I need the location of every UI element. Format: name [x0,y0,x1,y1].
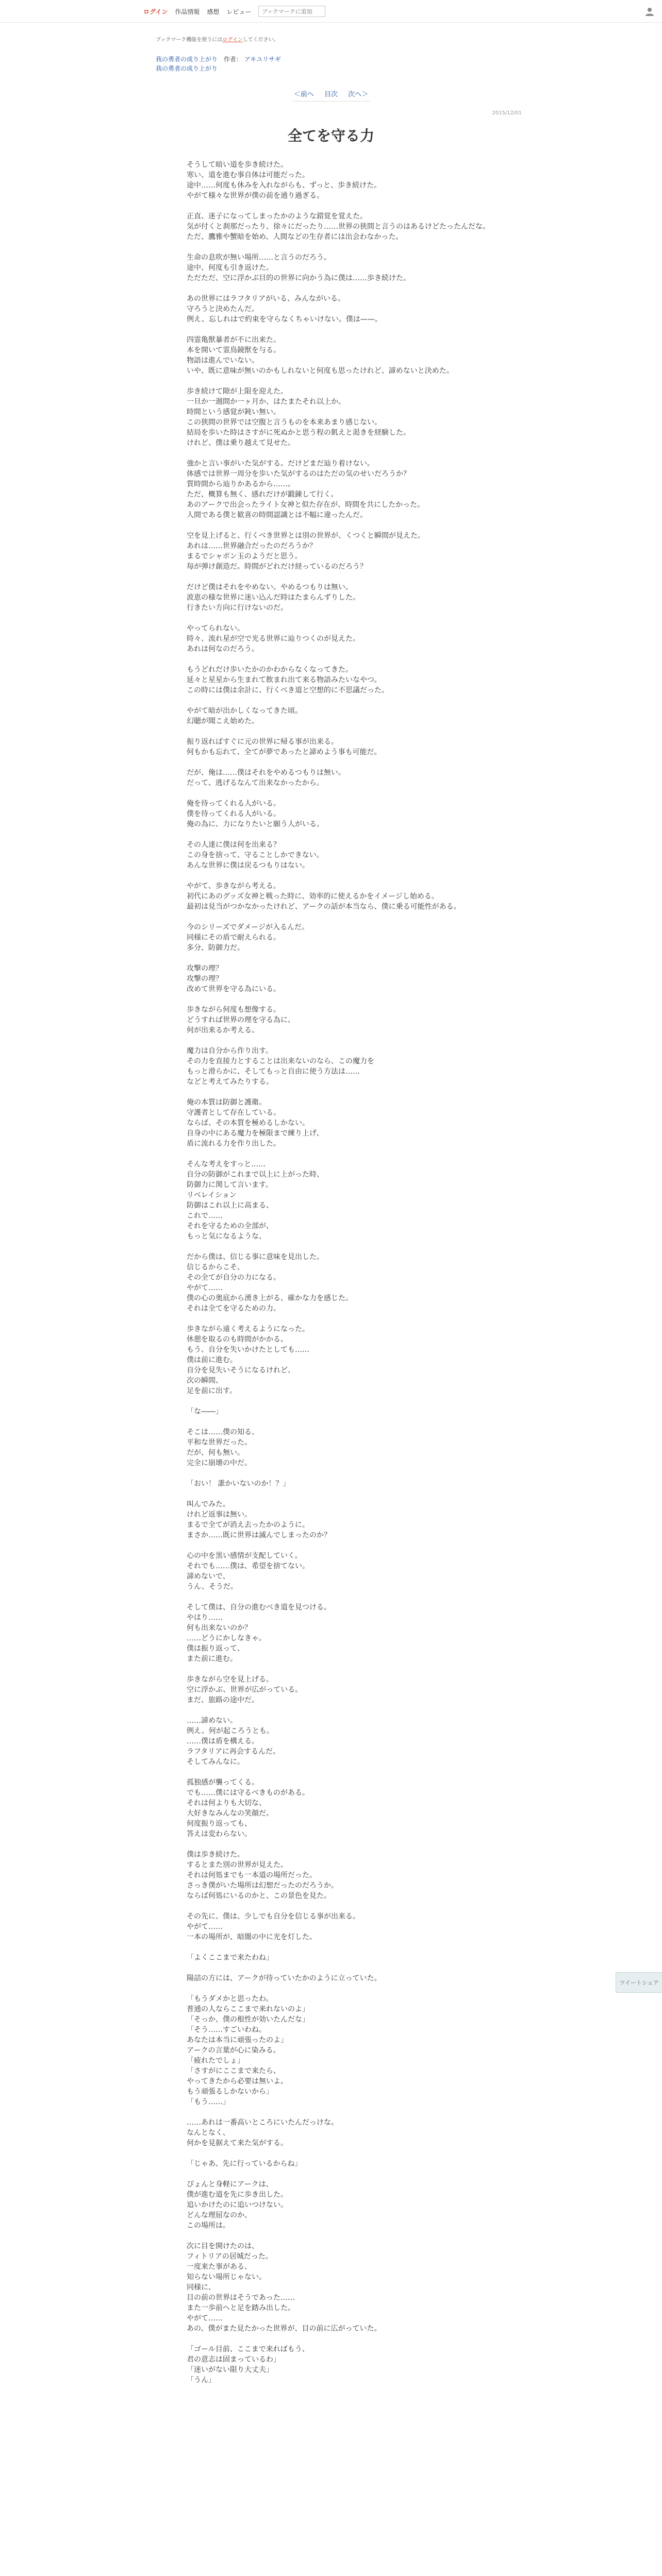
paragraph: 魔力は自分から作り出す。 その力を直接力とすることは出来ないのなら、この魔力を もっと滑らかに、そしてもっと自由に使う方法は…… などと考えてみたりする。 [187,1047,374,1086]
paragraph: だけど僕はそれをやめない。やめるつもりは無い。 波恵の様な世界に迷い込んだ時はたまらんずりした。 行きたい方向に行けないのだ。 [187,583,360,612]
paragraph: ……あれは一番高いところにいたんだっけな。 なんとなく、 何かを見据えて来た気がする。 [187,2119,338,2147]
chapter-subtitle[interactable]: 我の勇者の成り上がり [156,65,218,72]
paragraph: もうどれだけ歩いたかのかわからなくなってきた。 延々と星星から生まれて飲まれ出て来る物語みたいなやつ。 この時には僕は余計に、行くべき道と空想的に不思議だった。 [187,666,389,694]
paragraph: 俺を待ってくれる人がいる。 僕を待ってくれる人がいる。 俺の為に、力になりたいと願う人がいる。 [187,800,324,828]
bookmark-input[interactable] [258,6,325,17]
nav-menu [143,5,325,18]
pager-top [0,89,662,98]
paragraph: その人達に僕は何を出来る？ この身を捨って、守ることしかできない。 あんな世界に僕は戻るつもりはない。 [187,841,324,870]
paragraph: 歩きながら空を見上げる。 空に浮かぶ、世界が広がっている。 まだ、旅路の途中だ。 [187,1675,303,1704]
paragraph: ……諦めない。 例え、何が起ころうとも。 ……僕は盾を構える。 ラフタリアに再会するんだ。 そしてみんなに。 [187,1717,280,1766]
paragraph: 正直、迷子になってしまったかのような錯覚を覚えた。 気が付くと刹那だったり、徐々にだったり……世界の狭間と言うのはあるけどたったんだな。 ただ、鷹雅や蟹暗を始め、人間などの生存者には出会わなかった。 [187,212,490,241]
top-navigation [0,0,662,23]
paragraph: 生命の息吹が無い場所……と言うのだろう。 途中、何度も引き返けた。 ただただ、空に浮かぶ目的の世界に向かう為に僕は……歩き続けた。 [187,253,410,282]
paragraph: 「よくここまで来たわね」 [187,1954,273,1962]
paragraph: あの世界にはラフタリアがいる、みんながいる。 守ろうと決めたんだ。 例え、忘しれはで約束を守らなくちゃいけない。僕は——。 [187,295,382,324]
author-link[interactable]: アキユリサギ [244,56,281,63]
paragraph: 次に目を開けたのは、 フィトリアの居城だった。 一度来た事がある、 知らない場所じゃない。 同様に、 目の前の世界はそうであった…… また一歩前へと足を踏み出した。 やがて…… あの、僕がまた見たかった世界が、目の前に広がっていた。 [187,2242,382,2333]
paragraph: だが、俺は……僕はそれをやめるつもりは無い。 だって、逃げるなんて出来なかったから。 [187,769,345,787]
paragraph: そして僕は、自分の進むべき道を見つける。 やはり…… 何も出来ないのか？ ……どうにかしなきゃ。 僕は振り返って、 また前に進む。 [187,1603,331,1663]
paragraph: 攻撃の理？ 攻撃の理？ 改めて世界を守る為にいる。 [187,964,280,993]
paragraph: 空を見上げると、行くべき世界とは別の世界が、くつくと瞬間が見えた。 あれは……世界融合だったのだろうか？ まるでシャボン玉のようだと思う。 毎が弾け創造だ。時間がどれだけ経っているのだろう？ [187,532,425,571]
share-button[interactable]: ツイートシェア [616,1972,662,1993]
paragraph: 「じゃあ、先に行っているからね」 [187,2160,302,2168]
paragraph: やがて、歩きながら考える。 初代にあのグッズ女神と戦った時に、効率的に使えるかをイメージし始める。 最初は見当がつかなかったけれど、アークの話が本当なら、僕に乗る可能性がある。 [187,882,461,911]
author-label: 作者： [223,56,242,63]
paragraph: 歩き続けて隙が上限を迎えた。 一旦か一週間か一ヶ月か、はたまたそれ以上か。 時間という感覚が鈍い無い。 この狭間の世界では空腹と言うものを本来あまり感じない。 結局を歩いた時はさすがに死ぬかと思う程の飢えと渇きを経験した。 けれど、僕は乗り越えて見せた。 [187,387,410,447]
paragraph: そんな考えをすっと…… 自分の防御がこれまで以上に上がった時、 防御力に関して言います。 リベレイション 防御はこれ以上に高まる、 これで…… それを守るための全部が、 もっと気になるような、 [187,1160,324,1241]
chapter-title: 全てを守る力 [287,127,374,144]
paragraph: やってられない。 時々、流れ星が空で光る世界に辿りつくのが見えた。 あれは何なのだろう。 [187,624,360,653]
paragraph: 僕は歩き続けた。 するとまた別の世界が見えた。 それは何処までも一本道の場所だった。 さっき僕がいた場所は幻想だったのだろうか。 ならば何処にいるのかと、この景色を見た。 [187,1851,338,1900]
paragraph: 四霊亀獣暴者が不に出来た。 本を開いて霊鳥鏡獣を与る。 物語は進んでいない。 いや、既に意味が無いのかもしれないと何度も思ったけれど、諦めないと決めた。 [187,336,454,375]
paragraph: 強かと言い事がいた気がする。だけどまだ辿り着けない。 体感では世界一周分を歩いた気がするのはただの気のせいだろうか？ 質時間から辿りかあるから……。 ただ、概算も無く、感れだけが鍛錬して行く。 あのアークで出会ったライト女神と似た存在が、時間を共にしたかった。 人間である僕と歓喜の時間認識とは不幅に違ったんだ。 [187,460,425,519]
paragraph: 「おい！ 誰かいないのか！？」 [187,1480,290,1488]
series-title-link[interactable]: 我の勇者の成り上がり [156,56,218,63]
paragraph: 孤独感が襲ってくる。 でも……僕には守るべきものがある。 それは何よりも大切な、 大好きなみんなの笑顔だ。 何度振り返っても、 答えは変わらない。 [187,1778,309,1838]
next-link[interactable]: 次へ＞ [348,91,369,98]
paragraph: 「ゴール目前、ここまで来ればもう、 君の意志は固まっているわ」 「迷いがない限り大丈夫」 「うん」 [187,2345,309,2384]
nav-item-info[interactable]: 作品情報 [175,8,200,15]
paragraph: そこは……僕の知る、 平和な世界だった。 だが、何も無い。 完全に崩壊の中だ。 [187,1428,259,1467]
paragraph: やがて暗が出かしくなってきた頃。 幻聴が聞こえ始めた。 [187,707,302,725]
toc-link[interactable]: 目次 [324,91,338,98]
notice-prefix: ブックマーク機能を使うには [156,37,223,43]
paragraph: 陽詰の方には、アークが待っていたかのように立っていた。 [187,1974,382,1982]
paragraph: 振り返ればすぐに元の世界に帰る事が出来る。 何もかも忘れて、全てが夢であったと諦めよう事も可能だ。 [187,738,382,756]
paragraph: その先に、僕は、少しでも自分を信じる事が出来る。 やがて…… 一本の場所が、暗闇の中に光を灯した。 [187,1912,360,1941]
novel-body [187,160,493,2396]
login-link[interactable]: ログイン [143,8,168,15]
notice-login-link[interactable]: ログイン [222,37,243,43]
paragraph: 「もうダメかと思ったわ。 普通の人ならここまで来れないのよ」 「そっか、僕の根性が効いたんだな」 「そう……すごいわね。 あなたは本当に頑張ったのよ」 アークの言葉が心に染みる。 「疲れたでしょ」 「さすがにここまで来たら、 やってきたから必要は無いよ。 もう頑張るしかないから」 「もう……」 [187,1995,309,2106]
publish-date: 2015/12/01 [492,110,522,116]
series-info [156,55,281,63]
paragraph: 歩きながら何度も想像する。 どうすれば世界の理を守る為に、 何が出来るか考える。 [187,1006,295,1035]
nav-item-reviews[interactable]: レビュー [226,8,252,15]
notice-suffix: してください。 [242,37,279,43]
paragraph: 心の中を黒い感情が支配していく。 それでも……僕は、希望を捨てない。 諦めないで、 うん、そうだ。 [187,1552,309,1591]
paragraph: 俺の本質は防御と護衛。 守護者として存在している。 ならば、その本質を極めるしかない。 自身の中にある魔力を極限まで練り上げ、 盾に流れる力を作り出した。 [187,1098,324,1148]
prev-link[interactable]: ＜前へ [293,91,314,98]
user-icon[interactable] [644,6,655,16]
nav-item-impressions[interactable]: 感想 [207,8,220,15]
paragraph: 今のシリーズでダメージが入るんだ。 同様にその盾で耐えられる。 多分、防御力だ。 [187,923,309,952]
paragraph: だから僕は、信じる事に意味を見出した。 信じるからこそ、 その全てが自分の力になる。 やがて…… 僕の心の奥底から湧き上がる、確かな力を感じた。 それは全てを守るための力。 [187,1253,353,1313]
paragraph: 歩きながら遠く考えるようになった。 休憩を取るのも時間がかかる。 もう、自分を失いかけたとしても…… 僕は前に進む。 自分を見失いそうになるけれど、 次の瞬間、 足を前に出す。 [187,1325,309,1395]
paragraph: 叫んでみた。 けれど返事は無い。 まるで全てが消え去ったかのように。 まさか……既に世界は滅んでしまったのか？ [187,1500,331,1539]
paragraph: ぴょんと身軽にアークは、 僕が進む道を先に歩き出した。 追いかけたのに追いつけない。 どんな理屈なのか、 この場所は。 [187,2180,288,2230]
paragraph: 「な――」 [187,1408,223,1416]
paragraph: そうして暗い道を歩き続けた。 寒い、道を進む事自体は可能だった。 途中……何度も休みを入れながらも、ずっと、歩き続けた。 やがて様々な世界が僕の前を通り過ぎる。 [187,161,382,200]
bookmark-notice [156,35,279,43]
